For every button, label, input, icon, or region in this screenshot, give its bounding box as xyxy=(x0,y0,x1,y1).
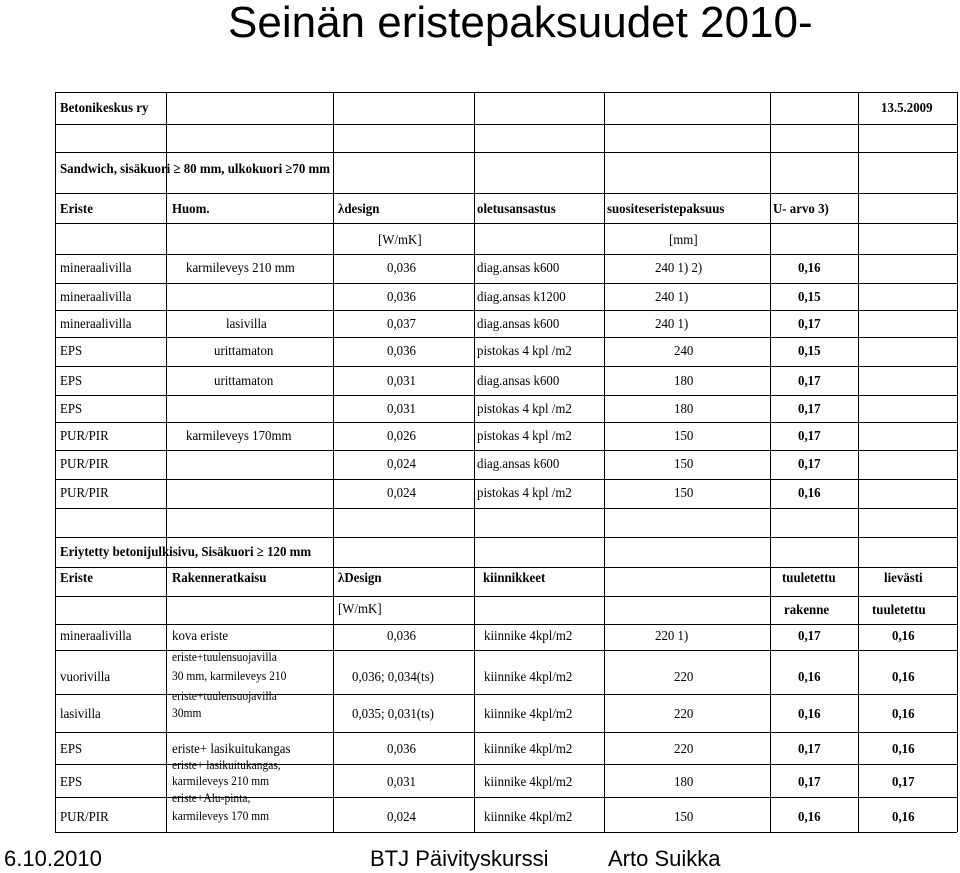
facade-rakenneratkaisu: eriste+Alu-pinta, xyxy=(172,791,251,805)
sandwich-lambda: 0,031 xyxy=(387,374,416,389)
sandwich-column-header: oletusansastus xyxy=(477,202,556,217)
grid-line xyxy=(55,223,957,224)
facade-rakenneratkaisu: eriste+ lasikuitukangas, xyxy=(172,758,281,772)
sandwich-huom: karmileveys 210 mm xyxy=(186,261,295,276)
facade-rakenneratkaisu: karmileveys 170 mm xyxy=(172,809,270,823)
facade-u-tuuletettu: 0,16 xyxy=(798,810,821,825)
sandwich-thickness: 240 xyxy=(674,344,694,359)
facade-eriste: lasivilla xyxy=(60,707,101,722)
sandwich-eriste: EPS xyxy=(60,374,83,389)
sandwich-column-header: U- arvo 3) xyxy=(773,202,829,217)
sandwich-ansastus: diag.ansas k600 xyxy=(477,261,560,276)
facade-u-lievasti: 0,16 xyxy=(892,810,915,825)
facade-eriste: EPS xyxy=(60,742,83,757)
facade-u-tuuletettu: 0,16 xyxy=(798,670,821,685)
grid-line xyxy=(166,92,167,832)
sandwich-heading: Sandwich, sisäkuori ≥ 80 mm, ulkokuori ≥70 mm xyxy=(60,162,331,177)
grid-line xyxy=(55,337,957,338)
facade-lambda: 0,024 xyxy=(387,810,416,825)
sandwich-eriste: PUR/PIR xyxy=(60,486,109,501)
sandwich-lambda: 0,036 xyxy=(387,290,416,305)
grid-line xyxy=(55,479,957,480)
sandwich-thickness: 150 xyxy=(674,429,694,444)
sandwich-lambda: 0,024 xyxy=(387,457,416,472)
sandwich-ansastus: diag.ansas k1200 xyxy=(477,290,566,305)
sandwich-column-header: Huom. xyxy=(172,202,210,217)
facade-kiinnikkeet: kiinnike 4kpl/m2 xyxy=(484,775,573,790)
facade-thickness: 180 xyxy=(674,775,694,790)
sandwich-huom: lasivilla xyxy=(226,317,267,332)
sandwich-unit-lambda: [W/mK] xyxy=(378,233,422,248)
footer-course: BTJ Päivityskurssi xyxy=(370,846,549,871)
sandwich-eriste: PUR/PIR xyxy=(60,457,109,472)
facade-kiinnikkeet: kiinnike 4kpl/m2 xyxy=(484,810,573,825)
facade-thickness: 220 xyxy=(674,707,694,722)
facade-kiinnikkeet: kiinnike 4kpl/m2 xyxy=(484,670,573,685)
facade-rakenneratkaisu: eriste+tuulensuojavilla xyxy=(172,689,277,703)
grid-line xyxy=(333,92,334,832)
sandwich-thickness: 240 1) xyxy=(655,317,689,332)
grid-line xyxy=(55,124,957,125)
facade-heading: Eriytetty betonijulkisivu, Sisäkuori ≥ 120 mm xyxy=(60,545,312,560)
sandwich-u-value: 0,16 xyxy=(798,261,821,276)
sandwich-thickness: 240 1) 2) xyxy=(655,261,703,276)
facade-u-lievasti: 0,16 xyxy=(892,629,915,644)
facade-u-lievasti: 0,16 xyxy=(892,707,915,722)
grid-line xyxy=(55,596,957,597)
facade-column-header: λDesign xyxy=(338,571,382,586)
sandwich-eriste: EPS xyxy=(60,344,83,359)
facade-eriste: EPS xyxy=(60,775,83,790)
facade-u-tuuletettu: 0,16 xyxy=(798,707,821,722)
facade-rakenneratkaisu: eriste+tuulensuojavilla xyxy=(172,650,277,664)
facade-rakenneratkaisu: 30 mm, karmileveys 210 xyxy=(172,669,287,683)
facade-thickness: 220 xyxy=(674,742,694,757)
org-name: Betonikeskus ry xyxy=(60,101,149,116)
sandwich-ansastus: pistokas 4 kpl /m2 xyxy=(477,344,572,359)
grid-line xyxy=(55,283,957,284)
sandwich-u-value: 0,15 xyxy=(798,344,821,359)
facade-lambda: 0,036; 0,034(ts) xyxy=(352,670,434,685)
facade-kiinnikkeet: kiinnike 4kpl/m2 xyxy=(484,629,573,644)
sandwich-column-header: λdesign xyxy=(338,202,380,217)
sandwich-lambda: 0,036 xyxy=(387,344,416,359)
facade-rakenneratkaisu: karmileveys 210 mm xyxy=(172,774,270,788)
sandwich-thickness: 180 xyxy=(674,402,694,417)
facade-unit-rakenne: rakenne xyxy=(784,603,830,618)
sandwich-lambda: 0,037 xyxy=(387,317,416,332)
footer-author: Arto Suikka xyxy=(608,846,721,871)
grid-line xyxy=(55,567,957,568)
sandwich-thickness: 150 xyxy=(674,457,694,472)
grid-line xyxy=(957,92,958,832)
sandwich-eriste: mineraalivilla xyxy=(60,290,132,305)
sandwich-u-value: 0,17 xyxy=(798,374,821,389)
sandwich-eriste: mineraalivilla xyxy=(60,317,132,332)
facade-eriste: PUR/PIR xyxy=(60,810,109,825)
facade-column-header: tuuletettu xyxy=(782,571,836,586)
facade-thickness: 150 xyxy=(674,810,694,825)
facade-unit-tuuletettu: tuuletettu xyxy=(872,603,926,618)
grid-line xyxy=(55,92,957,93)
facade-column-header: Rakenneratkaisu xyxy=(172,571,267,586)
facade-eriste: vuorivilla xyxy=(60,670,111,685)
sandwich-huom: karmileveys 170mm xyxy=(186,429,292,444)
sandwich-eriste: mineraalivilla xyxy=(60,261,132,276)
facade-kiinnikkeet: kiinnike 4kpl/m2 xyxy=(484,707,573,722)
sheet-date: 13.5.2009 xyxy=(881,101,933,116)
sandwich-ansastus: pistokas 4 kpl /m2 xyxy=(477,429,572,444)
facade-unit-lambda: [W/mK] xyxy=(338,602,382,617)
sandwich-thickness: 150 xyxy=(674,486,694,501)
sandwich-thickness: 240 1) xyxy=(655,290,689,305)
grid-line xyxy=(55,366,957,367)
sandwich-column-header: suositeseristepaksuus xyxy=(607,202,725,217)
facade-u-lievasti: 0,17 xyxy=(892,775,915,790)
grid-line xyxy=(55,152,957,153)
sandwich-lambda: 0,036 xyxy=(387,261,416,276)
footer-date: 6.10.2010 xyxy=(4,846,102,871)
facade-u-tuuletettu: 0,17 xyxy=(798,629,821,644)
facade-column-header: kiinnikkeet xyxy=(483,571,546,586)
sandwich-lambda: 0,031 xyxy=(387,402,416,417)
sandwich-u-value: 0,17 xyxy=(798,457,821,472)
sandwich-eriste: PUR/PIR xyxy=(60,429,109,444)
grid-line xyxy=(55,450,957,451)
facade-rakenneratkaisu: kova eriste xyxy=(172,629,229,644)
sandwich-eriste: EPS xyxy=(60,402,83,417)
sandwich-unit-mm: [mm] xyxy=(669,233,698,248)
facade-column-header: lievästi xyxy=(884,571,923,586)
slide-title: Seinän eristepaksuudet 2010- xyxy=(228,0,813,47)
grid-line xyxy=(55,732,957,733)
grid-line xyxy=(55,508,957,509)
grid-line xyxy=(858,92,859,832)
grid-line xyxy=(55,395,957,396)
facade-lambda: 0,035; 0,031(ts) xyxy=(352,707,434,722)
facade-column-header: Eriste xyxy=(60,571,93,586)
facade-u-lievasti: 0,16 xyxy=(892,670,915,685)
sandwich-huom: urittamaton xyxy=(214,374,274,389)
grid-line xyxy=(604,92,605,832)
facade-eriste: mineraalivilla xyxy=(60,629,132,644)
grid-line xyxy=(55,310,957,311)
sandwich-u-value: 0,17 xyxy=(798,429,821,444)
sandwich-ansastus: diag.ansas k600 xyxy=(477,374,560,389)
grid-line xyxy=(55,832,957,833)
facade-rakenneratkaisu: eriste+ lasikuitukangas xyxy=(172,742,291,757)
sandwich-thickness: 180 xyxy=(674,374,694,389)
sandwich-column-header: Eriste xyxy=(60,202,93,217)
facade-u-tuuletettu: 0,17 xyxy=(798,742,821,757)
facade-lambda: 0,036 xyxy=(387,742,416,757)
sandwich-ansastus: pistokas 4 kpl /m2 xyxy=(477,486,572,501)
grid-line xyxy=(55,537,957,538)
sandwich-ansastus: pistokas 4 kpl /m2 xyxy=(477,402,572,417)
sandwich-ansastus: diag.ansas k600 xyxy=(477,317,560,332)
facade-lambda: 0,036 xyxy=(387,629,416,644)
facade-u-tuuletettu: 0,17 xyxy=(798,775,821,790)
facade-kiinnikkeet: kiinnike 4kpl/m2 xyxy=(484,742,573,757)
sandwich-u-value: 0,15 xyxy=(798,290,821,305)
facade-thickness: 220 1) xyxy=(655,629,689,644)
grid-line xyxy=(55,422,957,423)
grid-line xyxy=(55,624,957,625)
grid-line xyxy=(55,92,56,832)
sandwich-ansastus: diag.ansas k600 xyxy=(477,457,560,472)
facade-rakenneratkaisu: 30mm xyxy=(172,706,202,720)
grid-line xyxy=(474,92,475,832)
facade-u-lievasti: 0,16 xyxy=(892,742,915,757)
sandwich-u-value: 0,17 xyxy=(798,317,821,332)
sandwich-u-value: 0,16 xyxy=(798,486,821,501)
grid-line xyxy=(770,92,771,832)
facade-thickness: 220 xyxy=(674,670,694,685)
sandwich-lambda: 0,026 xyxy=(387,429,416,444)
facade-lambda: 0,031 xyxy=(387,775,416,790)
sandwich-huom: urittamaton xyxy=(214,344,274,359)
sandwich-lambda: 0,024 xyxy=(387,486,416,501)
grid-line xyxy=(55,193,957,194)
grid-line xyxy=(55,254,957,255)
sandwich-u-value: 0,17 xyxy=(798,402,821,417)
